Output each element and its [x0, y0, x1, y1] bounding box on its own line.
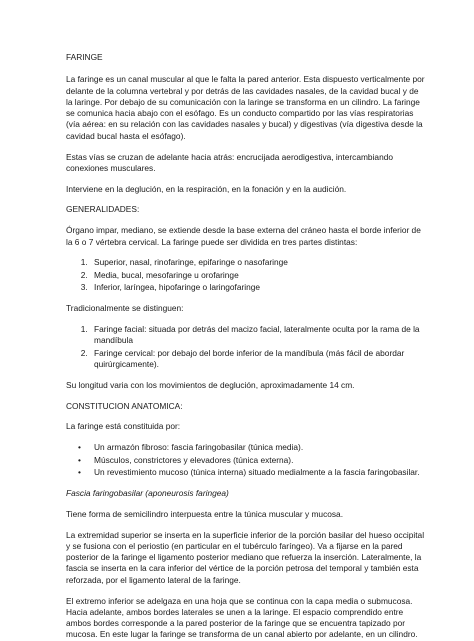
- list-item: • Un revestimiento mucoso (túnica interna) situado medialmente a la fascia faringobasilar.: [90, 467, 426, 478]
- list-item: 3. Inferior, laríngea, hipofaringe o laringofaringe: [90, 282, 426, 293]
- list-item: • Un armazón fibroso: fascia faringobasilar (túnica media).: [90, 442, 426, 453]
- document-title: FARINGE: [66, 52, 103, 62]
- paragraph-superior-insertion: La extremidad superior se inserta en la superficie inferior de la porción basilar del hueso occipital y se fusiona con el periostio (en particular en el tubérculo faríngeo). Va a fijarse en la pared posterior de la faringe el ligamento posterior mediano que refuerza la inserción. Lateralmente, la fascia se inserta en la cara inferior del vértice de la porción petrosa del temporal y también esta reforzada, por el ligamento lateral de la faringe.: [66, 529, 425, 585]
- section-heading-constitucion: CONSTITUCION ANATOMICA:: [66, 400, 183, 411]
- section-heading-generalidades: GENERALIDADES:: [66, 204, 140, 215]
- paragraph-inferior-end: El extremo inferior se adelgaza en una hoja que se continua con la capa media o submucosa. Hacia adelante, ambos bordes laterales se unen a la laringe. El espacio comprendido entre ambos bordes corresponde a la pared posterior de la faringe que se encuentra tapizado por mucosa. En este lugar la faringe se transforma de un canal abierto por adelante, en un cilindro.: [66, 595, 418, 640]
- paragraph-organ: Órgano impar, mediano, se extiende desde la base externa del cráneo hasta el borde inferior de la 6 o 7 vértebra cervical. La faringe puede ser dividida en tres partes distintas:: [66, 225, 421, 247]
- list-item: • Músculos, constrictores y elevadores (túnica externa).: [90, 455, 426, 466]
- list-pharynx-parts: [66, 257, 426, 293]
- paragraph-traditional: Tradicionalmente se distinguen:: [66, 303, 184, 314]
- paragraph-constituted: La faringe está constituida por:: [66, 421, 181, 432]
- paragraph-functions: Interviene en la deglución, en la respiración, en la fonación y en la audición.: [66, 183, 347, 194]
- list-constitution: [66, 442, 426, 478]
- subheading-fascia: Fascia faringobasilar (aponeurosis faringea): [66, 487, 229, 498]
- list-item: 2. Faringe cervical: por debajo del borde inferior de la mandíbula (más fácil de abordar quirúrgicamente).: [90, 348, 426, 371]
- list-traditional: [66, 324, 426, 370]
- list-item: 2. Media, bucal, mesofaringe u orofaringe: [90, 270, 426, 281]
- list-item: 1. Superior, nasal, rinofaringe, epifaringe o nasofaringe: [90, 257, 426, 268]
- paragraph-crossing: Estas vías se cruzan de adelante hacia atrás: encrucijada aerodigestiva, intercambiando conexiones musculares.: [66, 151, 393, 173]
- paragraph-definition: La faringe es un canal muscular al que le falta la pared anterior. Esta dispuesto verticalmente por delante de la columna vertebral y por detrás de las cavidades nasales, de la cavidad bucal y de la laringe. Por debajo de su comunicación con la laringe se transforma en un cilindro. La faringe se comunica hacia abajo con el esófago. Es un conducto compartido por las vías respiratorias (vía aérea: en su relación con las cavidades nasales y bucal) y digestivas (vía digestiva desde la cavidad bucal hasta el esófago).: [66, 74, 425, 141]
- paragraph-shape: Tiene forma de semicilindro interpuesta entre la túnica muscular y mucosa.: [66, 508, 344, 519]
- list-item: 1. Faringe facial: situada por detrás del macizo facial, lateralmente oculta por la rama de la mandíbula: [90, 324, 426, 347]
- paragraph-length: Su longitud varia con los movimientos de deglución, aproximadamente 14 cm.: [66, 379, 355, 390]
